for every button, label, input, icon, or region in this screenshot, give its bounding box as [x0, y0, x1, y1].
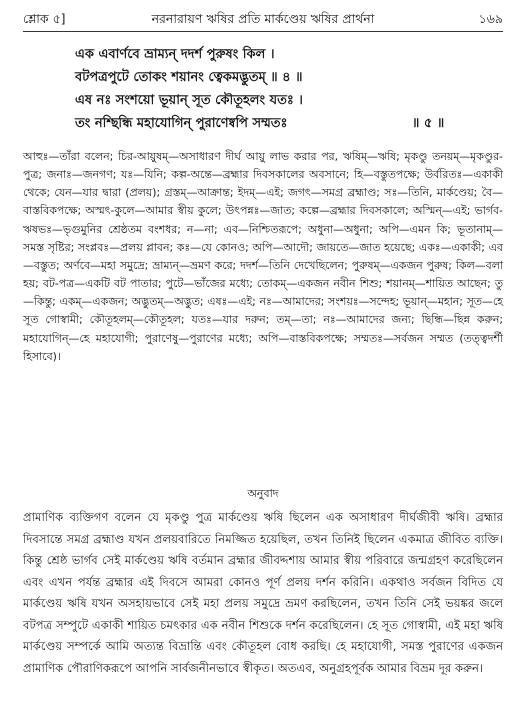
verse-reference: শ্লোক ৫]	[23, 11, 66, 26]
word-meanings: আহুঃ—তাঁরা বলেন; চির-আয়ুষম্—অসাধারণ দীর্ঘ আয়ু লাভ করার পর, ঋষিম্—ঋষি; মৃকণ্ডু তনয়ম্—মৃকণ্ডুর-পুত্র; জনাঃ—জনগণ; যঃ—যিনি; কল্প-অন্তে—ব্রহ্মার দিবসকালের অবসানে; হি—বস্তুতপক্ষে; উর্বরিতঃ—একাকী থেকে; যেন—যার দ্বারা (প্রলয়); গ্রস্তম্—আক্রান্ত; ইদম্—এই; জগৎ—সমগ্র ব্রহ্মাণ্ড; সঃ—তিনি, মার্কণ্ডেয়; বৈ—বাস্তবিকপক্ষে; অস্মৎ-কুলে—আমার স্বীয় কুলে; উৎপন্নঃ—জাত; কল্পে—ব্রহ্মার দিবসকালে; অস্মিন্—এই; ভার্গব-ঋষভঃ—ভৃগুমুনির শ্রেষ্ঠতম বংশধর; ন—না; এব—নিশ্চিতরূপে; অধুনা—অধুনা; অপি—এমন কি; ভূতানাম্—সমস্ত সৃষ্টির; সংপ্লবঃ—প্রলয় প্লাবন; কঃ—যে কোনও; অপি—আদৌ; জায়তে—জাত হয়েছে; একঃ—একাকী; এব—বস্তুত; অর্ণবে—মহা সমুদ্রে; ভ্রাম্যন্—ভ্রমণ করে; দদর্শ—তিনি দেখেছিলেন; পুরুষম্—একজন পুরুষ; কিল—বলা হয়; বট-পত্র—একটি বট পাতার; পুটে—ভাঁজের মধ্যে; তোকম্—একজন নবীন শিশু; শয়ানম্—শায়িত আছেন; তু—কিন্তু; একম্—একজন; অদ্ভুতম্—অদ্ভুত; এষঃ—এই; নঃ—আমাদের; সংশয়ঃ—সন্দেহ; ভূয়ান্—মহান; সূত—হে সূত গোস্বামী; কৌতূহলম্—কৌতূহল; যতঃ—যার দরুন; তম্—তা; নঃ—আমাদের জন্য; ছিন্ধি—ছিন্ন করুন; মহাযোগিন্—হে মহাযোগী; পুরাণেষু—পুরাণের মধ্যে; অপি—বাস্তবিকপক্ষে; সম্মতঃ—সর্বজন সম্মত (তত্ত্বদর্শী হিসাবে)।	[23, 150, 503, 363]
translation-text: প্রামাণিক ব্যক্তিগণ বলেন যে মৃকণ্ডু পুত্র মার্কণ্ডেয় ঋষি ছিলেন এক অসাধারণ দীর্ঘজীবী ঋষি। ব্রহ্মার দিবসান্তে সমগ্র ব্রহ্মাণ্ড যখন প্রলয়বারিতে নিমজ্জিত হয়েছিল, তখন তিনিই ছিলেন একমাত্র জীবিত ব্যক্তি। কিন্তু শ্রেষ্ঠ ভার্গব সেই মার্কণ্ডেয় ঋষি বর্তমান ব্রহ্মার জীবদ্দশায় আমার স্বীয় পরিবারে জন্মগ্রহণ করেছিলেন এবং এখন পর্যন্ত ব্রহ্মার এই দিবসে আমরা কোনও পূর্ণ প্রলয় দর্শন করিনি। একথাও সর্বজন বিদিত যে মার্কণ্ডেয় ঋষি যখন অসহায়ভাবে সেই মহা প্রলয় সমুদ্রে ভ্রমণ করছিলেন, তখন তিনি সেই ভয়ঙ্কর জলে বটপত্র সম্পুটে একাকী শায়িত চমৎকার এক নবীন শিশুকে দর্শন করেছিলেন। হে সূত গোস্বামী, এই মহা ঋষি মার্কণ্ডেয় সম্পর্কে আমি অত্যন্ত বিভ্রান্তি এবং কৌতূহল বোধ করছি। হে মহাযোগী, সমস্ত পুরাণের একজন প্রামাণিক পৌরাণিকরূপে আপনি সার্বজনীনভাবে স্বীকৃত। অতএব, অনুগ্রহপূর্বক আমার বিভ্রম দূর করুন।	[23, 510, 503, 675]
translation-heading: অনুবাদ	[247, 487, 279, 500]
page-header	[23, 8, 503, 30]
verse-number: ॥ ৫ ॥	[412, 116, 445, 131]
verse-line: বটপত্রপুটে তোকং শয়ানং ত্বেকমদ্ভুতম্ ॥ ৪ ॥	[75, 70, 303, 85]
page-number: ১৬৯	[478, 11, 503, 26]
header-divider	[23, 31, 503, 32]
verse-line: এষ নঃ সংশয়ো ভূয়ান্ সূত কৌতূহলং যতঃ ।	[75, 93, 303, 108]
verse-line-last	[75, 112, 505, 135]
verse-line: এক এবার্ণবে ভ্রাম্যন্ দদর্শ পুরুষং কিল ।	[75, 47, 275, 62]
chapter-title: নরনারায়ণ ঋষির প্রতি মার্কণ্ডেয় ঋষির প্রার্থনা	[151, 11, 375, 26]
verse-line: তং নশ্ছিন্ধি মহাযোগিন্ পুরাণেষ্বপি সম্মতঃ	[75, 116, 288, 131]
sanskrit-verses	[75, 43, 505, 135]
